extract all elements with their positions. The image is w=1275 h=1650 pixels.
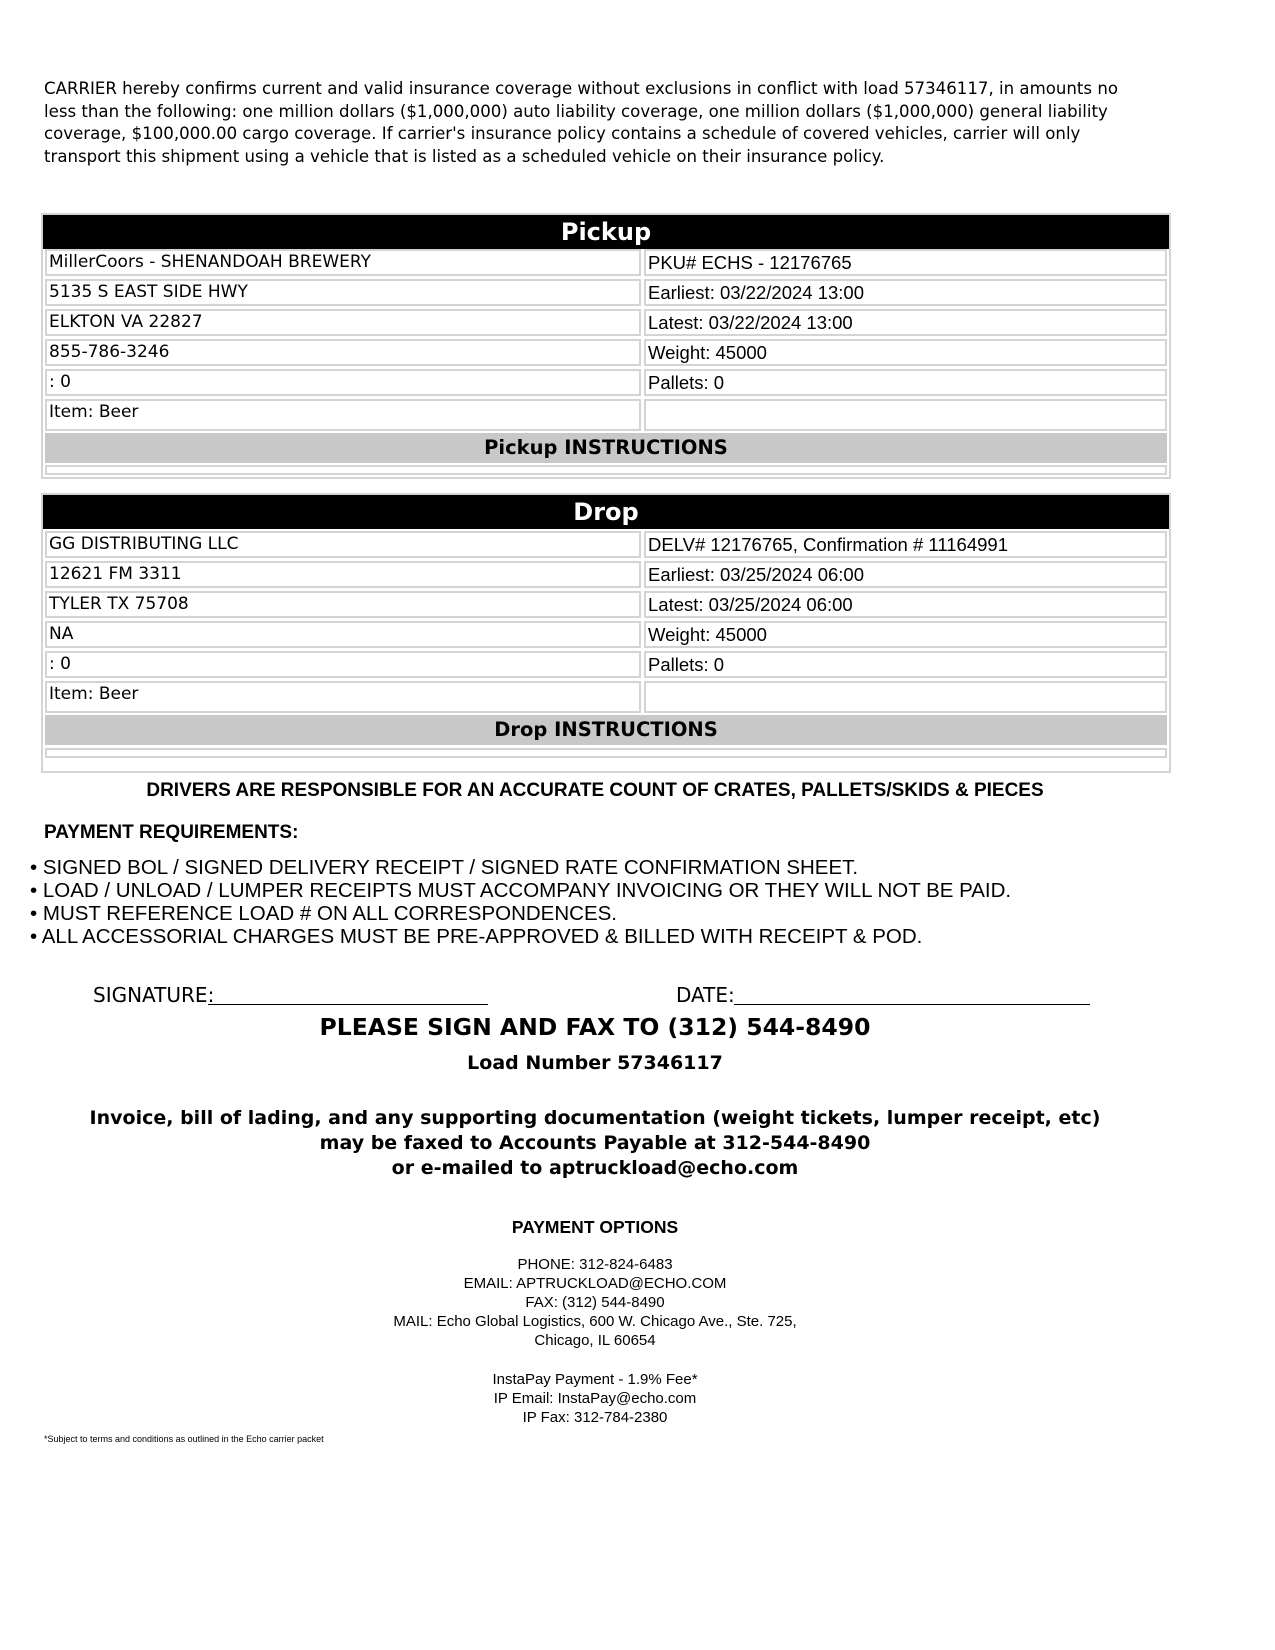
pickup-pallets: Pallets: 0 xyxy=(644,369,1167,396)
drop-empty-cell xyxy=(644,681,1167,713)
instapay-fee: InstaPay Payment - 1.9% Fee* xyxy=(492,1371,698,1388)
invoice-line: or e-mailed to aptruckload@echo.com xyxy=(391,1157,799,1179)
list-item: • ALL ACCESSORIAL CHARGES MUST BE PRE-APPROVED & BILLED WITH RECEIPT & POD. xyxy=(30,925,923,948)
drop-earliest: Earliest: 03/25/2024 06:00 xyxy=(644,561,1167,588)
drop-header: Drop xyxy=(43,495,1169,529)
payment-mail-city: Chicago, IL 60654 xyxy=(534,1332,656,1349)
drop-address: 12621 FM 3311 xyxy=(45,561,641,588)
list-item: • MUST REFERENCE LOAD # ON ALL CORRESPONDENCES. xyxy=(30,902,618,925)
drop-city-state: TYLER TX 75708 xyxy=(45,591,641,618)
table-row xyxy=(45,531,1167,558)
pickup-phone: 855-786-3246 xyxy=(45,339,641,366)
payment-phone: PHONE: 312-824-6483 xyxy=(517,1256,673,1273)
footnote: *Subject to terms and conditions as outlined in the Echo carrier packet xyxy=(44,1434,324,1444)
drop-extra: : 0 xyxy=(45,651,641,678)
table-row xyxy=(45,339,1167,366)
instapay-fax: IP Fax: 312-784-2380 xyxy=(522,1409,668,1426)
drop-reference: DELV# 12176765, Confirmation # 11164991 xyxy=(644,531,1167,558)
insurance-statement xyxy=(44,78,1154,168)
table-row xyxy=(45,651,1167,678)
drop-phone: NA xyxy=(45,621,641,648)
payment-requirements-title: PAYMENT REQUIREMENTS: xyxy=(44,822,299,843)
table-row xyxy=(45,591,1167,618)
load-number: Load Number 57346117 xyxy=(467,1052,723,1074)
pickup-empty-cell xyxy=(644,399,1167,431)
table-row xyxy=(45,621,1167,648)
drop-consignee-name: GG DISTRIBUTING LLC xyxy=(45,531,641,558)
pickup-latest: Latest: 03/22/2024 13:00 xyxy=(644,309,1167,336)
fax-instruction-title: PLEASE SIGN AND FAX TO (312) 544-8490 xyxy=(319,1013,871,1041)
signature-line[interactable] xyxy=(208,1004,488,1005)
pickup-extra: : 0 xyxy=(45,369,641,396)
insurance-statement-text: CARRIER hereby confirms current and valid insurance coverage without exclusions in conflict with load 57346117, in amounts no less than the following: one million dollars ($1,000,000) auto liability coverage, one million dollars ($1,000,000) general liability coverage, $100,000.00 cargo coverage. If carrier's insurance policy contains a schedule of covered vehicles, carrier will only transport this shipment using a vehicle that is listed as a scheduled vehicle on their insurance policy. xyxy=(44,79,1119,166)
list-item: • LOAD / UNLOAD / LUMPER RECEIPTS MUST ACCOMPANY INVOICING OR THEY WILL NOT BE PAID. xyxy=(30,879,1012,902)
pickup-header: Pickup xyxy=(43,215,1169,249)
payment-requirements-list xyxy=(30,856,1011,948)
pickup-instructions-body xyxy=(45,465,1167,475)
list-item: • SIGNED BOL / SIGNED DELIVERY RECEIPT / SIGNED RATE CONFIRMATION SHEET. xyxy=(30,856,859,879)
drop-pallets: Pallets: 0 xyxy=(644,651,1167,678)
drop-instructions-header: Drop INSTRUCTIONS xyxy=(45,715,1167,745)
payment-email: EMAIL: APTRUCKLOAD@ECHO.COM xyxy=(463,1275,727,1292)
pickup-weight: Weight: 45000 xyxy=(644,339,1167,366)
table-row xyxy=(45,369,1167,396)
table-row xyxy=(45,249,1167,276)
pickup-shipper-name: MillerCoors - SHENANDOAH BREWERY xyxy=(45,249,641,276)
driver-warning: DRIVERS ARE RESPONSIBLE FOR AN ACCURATE COUNT OF CRATES, PALLETS/SKIDS & PIECES xyxy=(146,780,1044,801)
pickup-earliest: Earliest: 03/22/2024 13:00 xyxy=(644,279,1167,306)
pickup-address: 5135 S EAST SIDE HWY xyxy=(45,279,641,306)
drop-instructions-body xyxy=(45,748,1167,758)
drop-latest: Latest: 03/25/2024 06:00 xyxy=(644,591,1167,618)
payment-options-title: PAYMENT OPTIONS xyxy=(511,1217,679,1237)
drop-weight: Weight: 45000 xyxy=(644,621,1167,648)
date-line[interactable] xyxy=(734,1004,1090,1005)
table-row xyxy=(45,681,1167,713)
pickup-reference: PKU# ECHS - 12176765 xyxy=(644,249,1167,276)
pickup-instructions-header: Pickup INSTRUCTIONS xyxy=(45,433,1167,463)
signature-label: SIGNATURE: xyxy=(93,983,215,1007)
payment-mail: MAIL: Echo Global Logistics, 600 W. Chicago Ave., Ste. 725, xyxy=(393,1313,797,1330)
table-row xyxy=(45,399,1167,431)
table-row xyxy=(45,561,1167,588)
table-row xyxy=(45,309,1167,336)
drop-item: Item: Beer xyxy=(45,681,641,713)
instapay-email: IP Email: InstaPay@echo.com xyxy=(493,1390,697,1407)
payment-fax: FAX: (312) 544-8490 xyxy=(525,1294,665,1311)
pickup-table xyxy=(41,213,1171,479)
pickup-city-state: ELKTON VA 22827 xyxy=(45,309,641,336)
drop-table xyxy=(41,493,1171,773)
table-row xyxy=(45,279,1167,306)
invoice-line: may be faxed to Accounts Payable at 312-544-8490 xyxy=(319,1132,871,1154)
date-label: DATE: xyxy=(676,983,735,1007)
pickup-item: Item: Beer xyxy=(45,399,641,431)
invoice-line: Invoice, bill of lading, and any supporting documentation (weight tickets, lumper receipt, etc) xyxy=(89,1107,1101,1129)
